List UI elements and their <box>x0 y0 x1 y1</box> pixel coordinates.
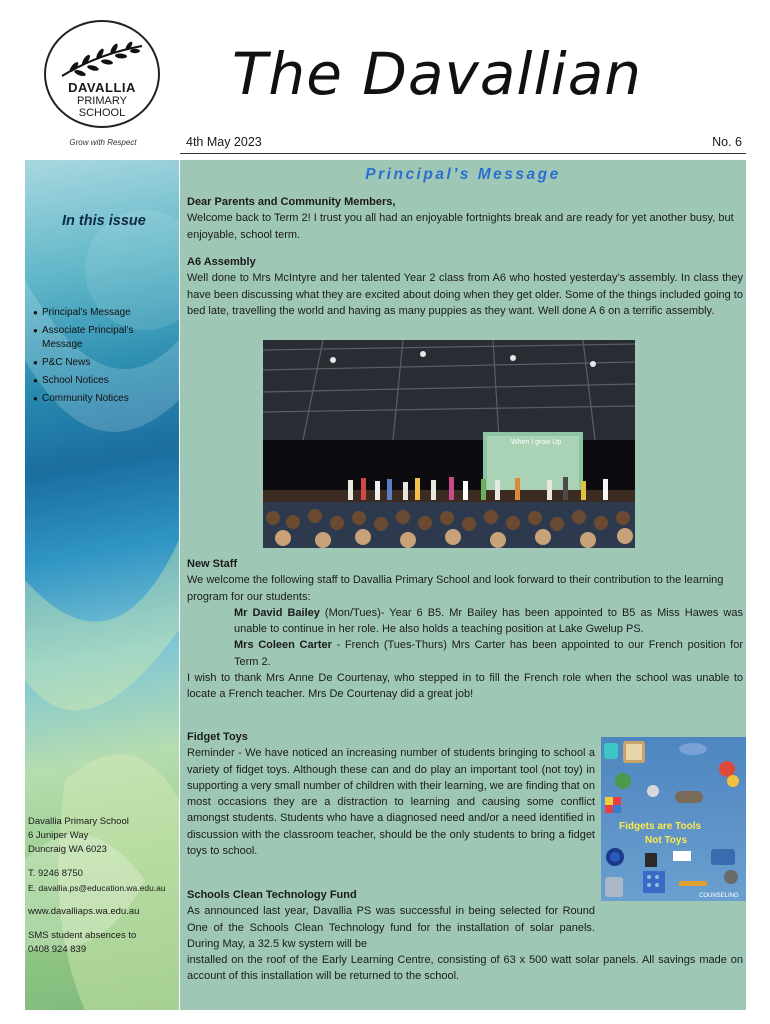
new-staff-intro: We welcome the following staff to Davallia Primary School and look forward to their contribution to the learning program for our students: <box>187 574 724 603</box>
new-staff-heading: New Staff <box>187 558 238 570</box>
main-content <box>180 160 746 1010</box>
fidget-section <box>187 729 595 859</box>
contents-item[interactable]: ● Associate Principal’s Message <box>33 324 173 352</box>
staff-entry <box>187 605 743 638</box>
contents-item[interactable]: ● Principal’s Message <box>33 306 173 320</box>
newsletter-title: The Davallian <box>232 40 643 108</box>
logo-school: SCHOOL <box>78 107 126 119</box>
article-title: Principal’s Message <box>365 166 561 183</box>
contact-phone: T. 9246 8750 <box>28 868 83 879</box>
school-tagline: Grow with Respect <box>69 138 137 147</box>
clean-tech-heading: Schools Clean Technology Fund <box>187 889 357 901</box>
contact-block <box>28 815 178 957</box>
fern-icon <box>58 40 146 80</box>
contact-school-name: Davallia Primary School <box>28 816 129 827</box>
fidget-paragraph: Reminder - We have noticed an increasing number of students bringing to school a variety of fidget toys. Although these can and do play an important tool (not toy) in supporting a very small number of children with their learning, we are finding that on most occasions they are a distraction to learning and causing some conflict amongst students. Students who have a diagnosed need and/or a need identified in discussion with the classroom teacher, should be the only students to bring a fidget toys to school. <box>187 747 595 858</box>
contents-item[interactable]: ● School Notices <box>33 374 173 388</box>
staff-details: - French (Tues-Thurs) Mrs Carter has been appointed to our French position for Term 2. <box>234 639 743 668</box>
a6-section <box>187 254 743 319</box>
staff-thanks: I wish to thank Mrs Anne De Courtenay, who stepped in to fill the French role when the school was unable to locate a French teacher. Mrs De Courtenay did a great job! <box>187 672 743 701</box>
logo-primary: PRIMARY <box>77 95 127 107</box>
a6-paragraph: Well done to Mrs McIntyre and her talented Year 2 class from A6 who hosted yesterday’s assembly. In class they have been discussing what they are excited about doing when they get older. Some of the things included going to bed late, travelling the world and having as many puppies as they want. Well done A 6 on a terrific assembly. <box>187 272 743 317</box>
contact-sms-number: 0408 924 839 <box>28 944 87 955</box>
staff-name: Mr David Bailey <box>234 606 320 619</box>
header-divider <box>180 153 746 154</box>
in-this-issue-heading: In this issue <box>62 213 146 229</box>
school-logo <box>44 20 162 130</box>
contact-street: 6 Juniper Way <box>28 830 89 841</box>
contents-item[interactable]: ● Community Notices <box>33 392 173 406</box>
contact-website[interactable]: www.davalliaps.wa.edu.au <box>28 906 140 917</box>
contact-sms-label: SMS student absences to <box>28 930 137 941</box>
staff-name: Mrs Coleen Carter <box>234 639 332 652</box>
contents-item[interactable]: ● P&C News <box>33 356 173 370</box>
fidget-image-brand: COUNSELING <box>699 893 739 899</box>
issue-date: 4th May 2023 <box>186 135 262 149</box>
assembly-photo <box>263 340 635 548</box>
fidget-heading: Fidget Toys <box>187 731 248 743</box>
welcome-paragraph: Welcome back to Term 2! I trust you all had an enjoyable fortnights break and are ready for yet another busy, but enjoyable, school term. <box>187 212 734 241</box>
greeting: Dear Parents and Community Members, <box>187 196 396 208</box>
logo-name: DAVALLIA <box>68 80 136 95</box>
greeting-block <box>187 194 743 243</box>
new-staff-section <box>187 556 743 703</box>
issue-number: No. 6 <box>712 135 742 149</box>
screen-caption: When I grow Up <box>511 439 562 446</box>
clean-tech-paragraph-top: As announced last year, Davallia PS was successful in being selected for Round One of the Schools Clean Technology fund for the installation of solar panels. During May, a 32.5 kw system will be <box>187 905 595 950</box>
sidebar <box>25 160 179 1010</box>
a6-heading: A6 Assembly <box>187 256 256 268</box>
clean-tech-section <box>187 887 595 952</box>
contact-suburb: Duncraig WA 6023 <box>28 844 107 855</box>
contents-list <box>33 306 173 410</box>
contact-email[interactable]: E. davallia.ps@education.wa.edu.au <box>28 883 166 893</box>
clean-tech-paragraph-bottom: installed on the roof of the Early Learning Centre, consisting of 63 x 500 watt solar panels. All savings made on account of this installation will be returned to the school. <box>187 954 743 983</box>
staff-entry <box>187 637 743 670</box>
fidget-image-caption: Fidgets are Tools <box>619 821 702 832</box>
staff-details: (Mon/Tues)- Year 6 B5. Mr Bailey has been appointed to B5 as Miss Hawes was unable to continue in her role. He also holds a teaching position at Lake Gwelup PS. <box>234 606 743 636</box>
fidget-image-subcaption: Not Toys <box>645 835 688 846</box>
fidget-toys-image <box>601 737 746 901</box>
